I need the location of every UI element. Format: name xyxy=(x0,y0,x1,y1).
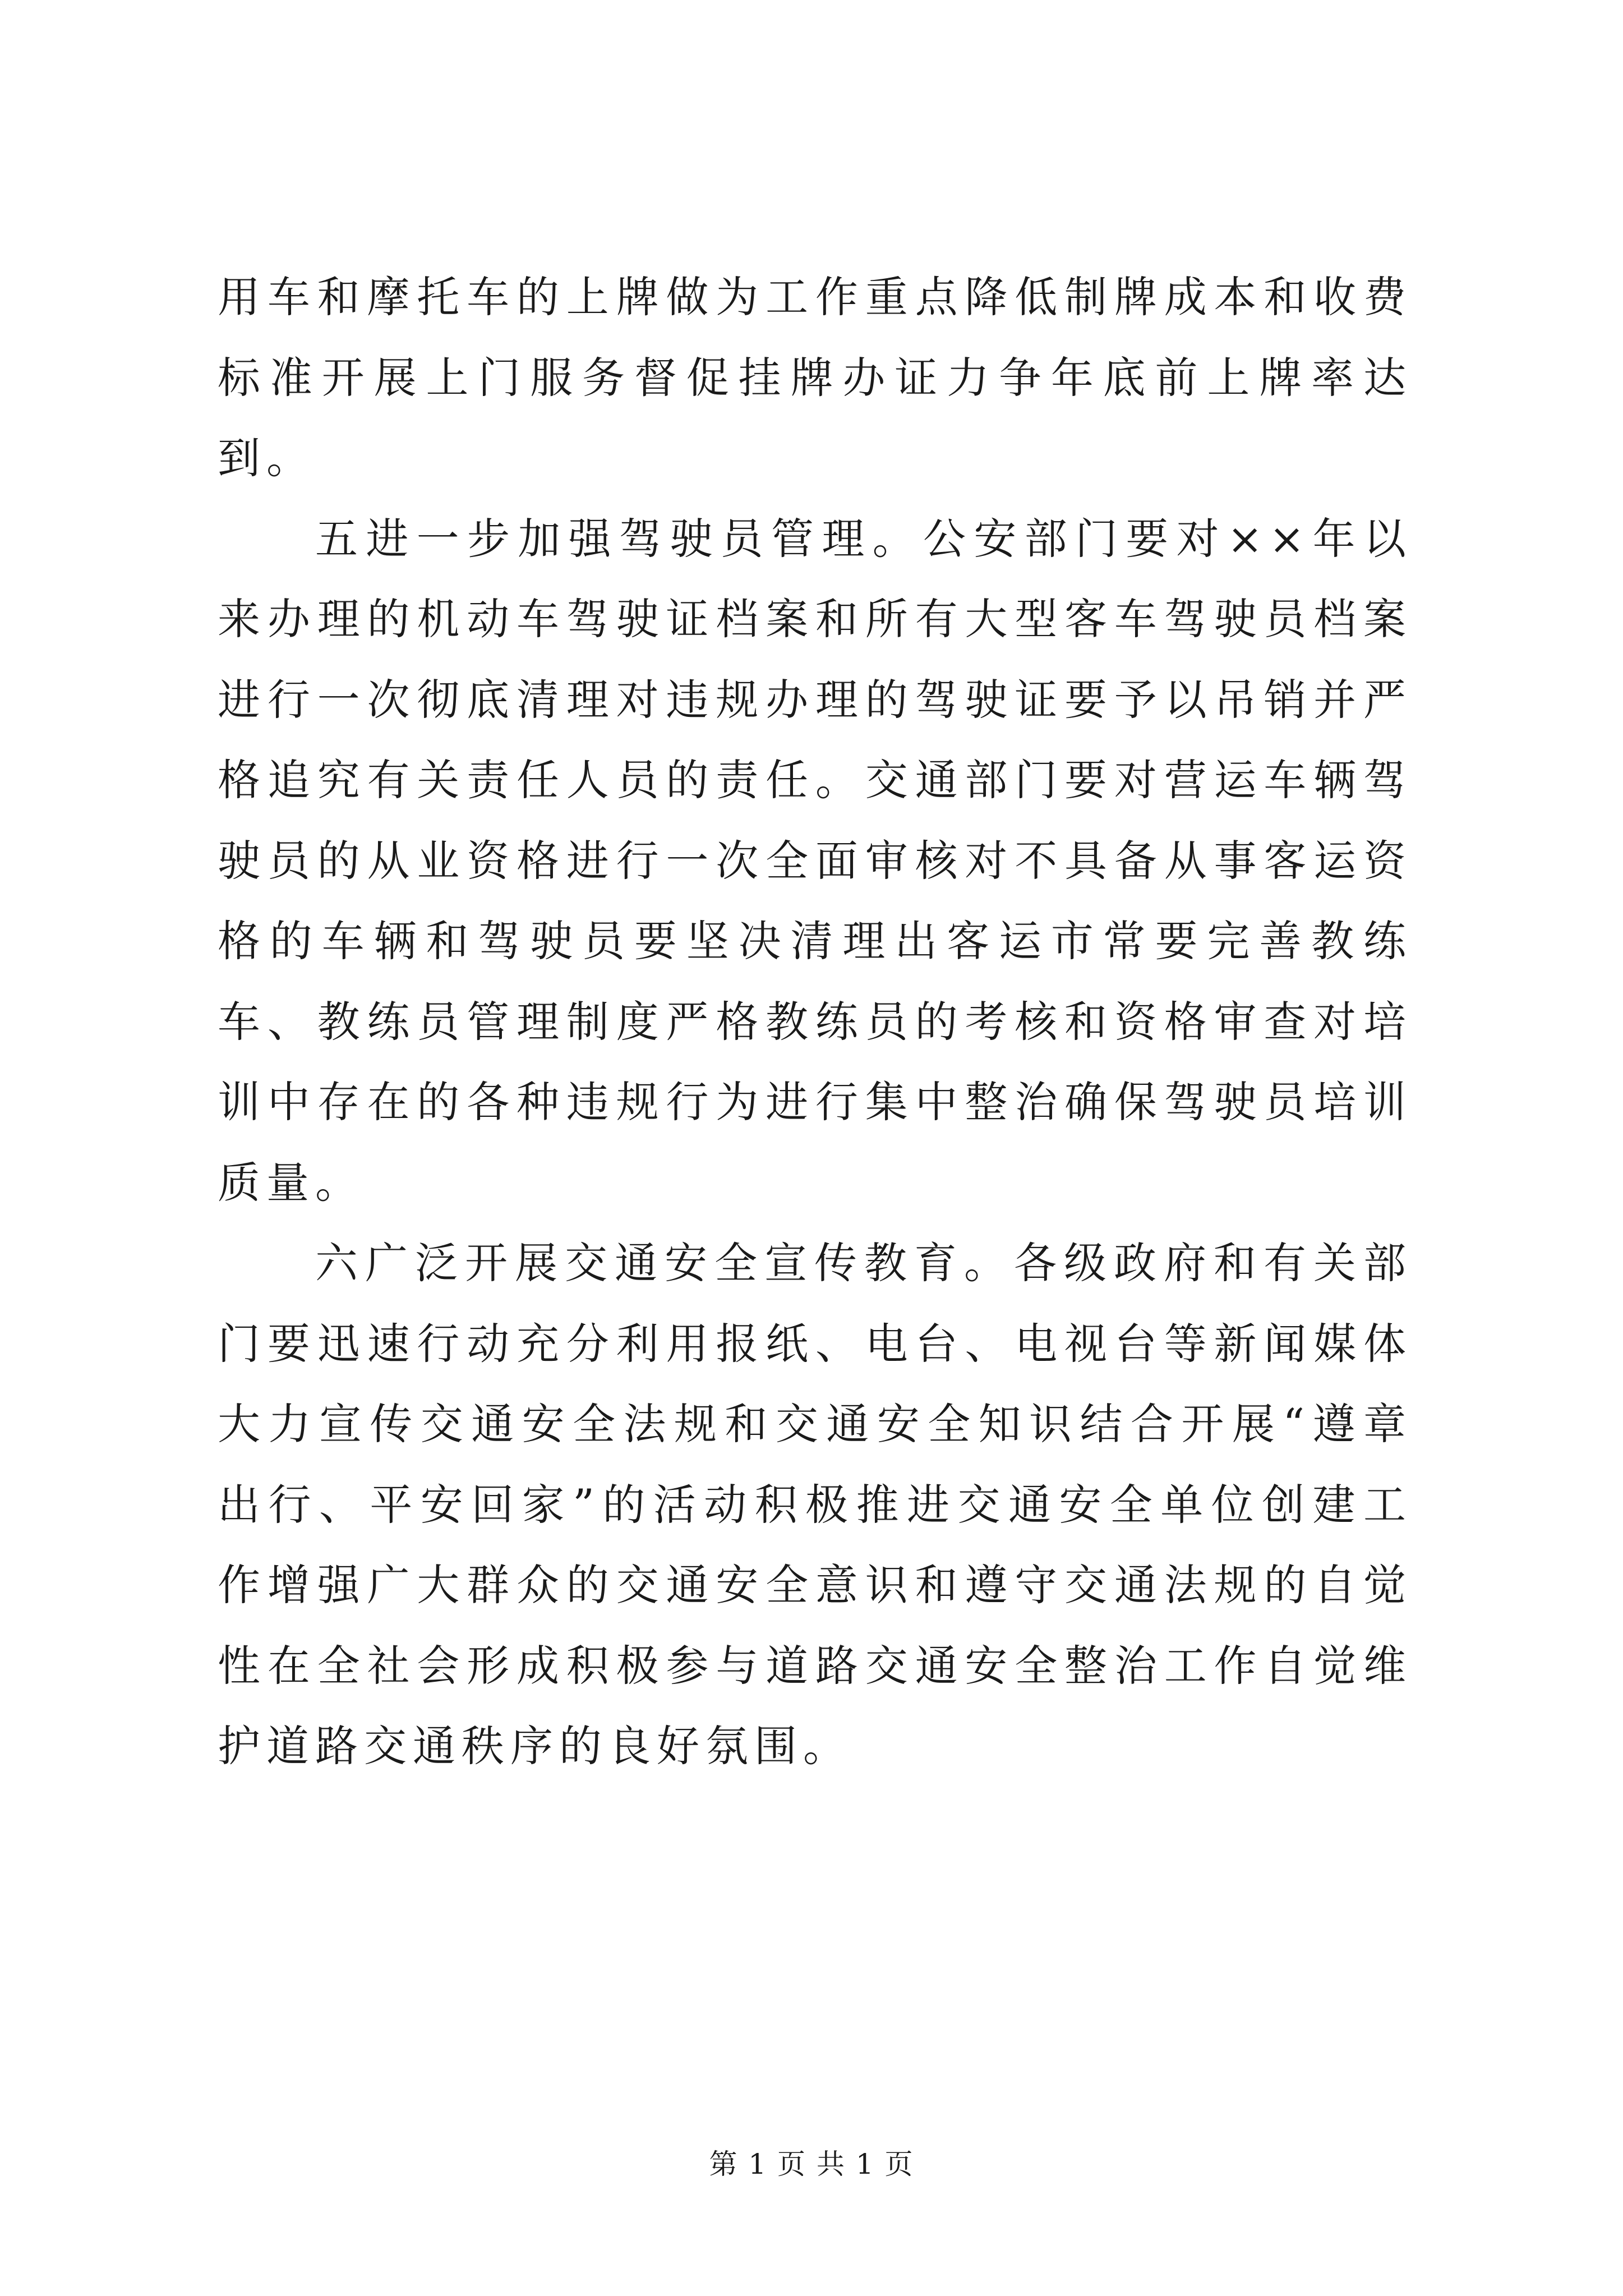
paragraph-driver-management: 五进一步加强驾驶员管理。公安部门要对××年以来办理的机动车驾驶证档案和所有大型客车驾驶员档案进行一次彻底清理对违规办理的驾驶证要予以吊销并严格追究有关责任人员的责任。交通部门要对营运车辆驾驶员的从业资格进行一次全面审核对不具备从事客运资格的车辆和驾驶员要坚决清理出客运市常要完善教练车、教练员管理制度严格教练员的考核和资格审查对培训中存在的各种违规行为进行集中整治确保驾驶员培训质量。 xyxy=(218,513,1412,1208)
paragraph-vehicle-registration: 用车和摩托车的上牌做为工作重点降低制牌成本和收费标准开展上门服务督促挂牌办证力争年底前上牌率达到。 xyxy=(218,272,1412,483)
page-footer: 第 1 页 共 1 页 xyxy=(709,2148,914,2180)
paragraph-safety-education: 六广泛开展交通安全宣传教育。各级政府和有关部门要迅速行动充分利用报纸、电台、电视台等新闻媒体大力宣传交通安全法规和交通安全知识结合开展“遵章出行、平安回家”的活动积极推进交通安全单位创建工作增强广大群众的交通安全意识和遵守交通法规的自觉性在全社会形成积极参与道路交通安全整治工作自觉维护道路交通秩序的良好氛围。 xyxy=(218,1238,1412,1771)
document-body xyxy=(218,257,1412,1787)
